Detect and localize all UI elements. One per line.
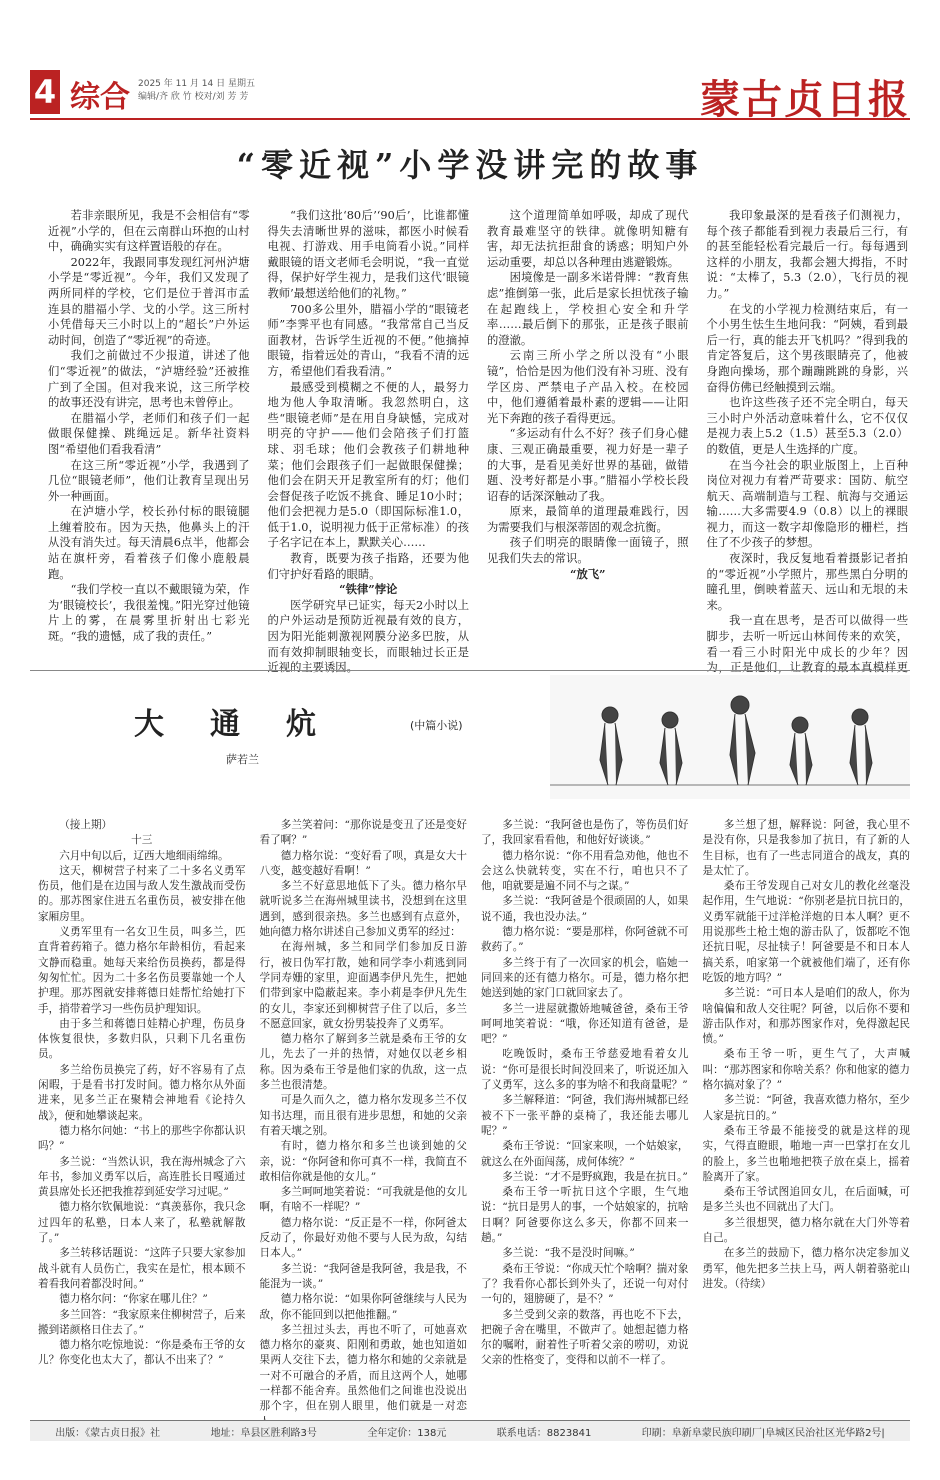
article-paragraph: 孩子们明亮的眼睛像一面镜子，照见我们失去的常识。	[487, 536, 689, 566]
novel-paragraph: 桑布王爷说：“回家来呗，一个姑娘家，就这么在外面闯荡，成何体统？”	[481, 1140, 689, 1168]
article-paragraph: “多运动有什么不好？孩子们身心健康、三观正确最重要，视力好是一辈子的大事，是看见美好世界的基础，做错题、没考好都是小事。”腊福小学校长段诏春的话深深触动了我。	[487, 427, 689, 503]
novel-paragraph: 桑布王爷说：“你成天忙个啥啊？揣对象了？我看你心都长到外头了，还说一句对付一句的，翅膀硬了，是不？”	[481, 1262, 689, 1306]
novel-tag: (中篇小说)	[410, 719, 463, 732]
article-paragraph: 困境像是一副多米诺骨牌：“教育焦虑”推倒第一张，此后是家长担忧孩子输在起跑线上，学校担心安全和升学率……最后倒下的那张，正是孩子眼前的澄澈。	[487, 271, 689, 347]
novel-illustration	[550, 675, 910, 799]
issue-meta	[138, 78, 255, 104]
publisher: 出版：《蒙古贞日报》社	[55, 1427, 161, 1439]
novel-paragraph: 德力格尔说：“要是那样，你阿爸就不可救药了。”	[481, 926, 689, 954]
price: 全年定价：138元	[367, 1427, 447, 1439]
novel-header	[30, 670, 910, 811]
article-paragraph: 在腊福小学，老师们和孩子们一起做眼保健操、跳绳远足。新华社资料图“希望他们看我看清”	[48, 411, 250, 456]
novel-paragraph: 由于多兰和蒋德日娃精心护理，伤员身体恢复很快，多数归队，只剩下几名重伤员。	[38, 1017, 246, 1061]
novel-paragraph: 多兰转移话题说：“这阵子只要大家参加战斗就有人员伤亡，我实在是忙，根本顾不着看我问着都没时间。”	[38, 1247, 246, 1290]
article-column	[48, 208, 250, 648]
novel-paragraph: 多兰不好意思地低下了头。德力格尔早就听说多兰在海州城里读书，没想到在这里遇到，感到很亲热。多兰也感到有点意外，她向德力格尔讲述自己参加义勇军的经过：	[259, 880, 467, 939]
article-paragraph: “我们学校一直以不戴眼镜为荣，作为‘眼镜校长’，我很羞愧。”阳光穿过他镜片上的雾，在晨雾里折射出七彩光斑。“我的遗憾，成了我的责任。”	[48, 583, 250, 644]
article-column	[267, 208, 470, 675]
novel-paragraph: 多兰说：“当然认识，我在海州城念了六年书，参加义勇军以后，高连胜长日嘎通过黄县席处长还把我推荐到延安学习过呢。”	[38, 1155, 246, 1199]
novel-paragraph: 德力格尔说：“变好看了呗，真是女大十八变，越变越好看啊！”	[259, 849, 467, 877]
novel-paragraph: 德力格尔钦佩地说：“真羡慕你，我只念过四年的私塾，日本人来了，私塾就解散了。”	[38, 1201, 246, 1245]
novel-paragraph: 德力格尔问她：“书上的那些字你都认识吗？”	[38, 1124, 246, 1153]
novel-paragraph: 多兰解释道：“阿爸，我们海州城都已经被不下一张平静的桌椅了，我还能去哪儿呢？”	[481, 1094, 689, 1137]
article-body	[48, 208, 908, 675]
novel-paragraph: 多兰终于有了一次回家的机会，临她一同回来的还有德力格尔。可是，德力格尔把她送到她的家门口就回家去了。	[481, 956, 689, 1000]
article-paragraph: 我一直在思考，是否可以做得一些脚步，去听一听远山林间传来的欢笑，看一看三小时阳光中成长的少年？因为，正是他们，让教育的最本真模样更	[706, 614, 908, 675]
article-paragraph: 夜深时，我反复地看着摄影记者拍的“零近视”小学照片，那些黑白分明的瞳孔里，倒映着蓝天、远山和无垠的未来。	[706, 552, 908, 612]
issue-date: 2025 年 11 月 14 日 星期五	[138, 79, 255, 89]
article-paragraph: 也许这些孩子还不完全明白，每天三小时户外活动意味着什么，它不仅仅是视力表上5.2（1.5）甚至5.3（2.0）的数值，更是人生选择的广度。	[706, 396, 908, 456]
novel-paragraph: 多兰说：“我阿爸是我阿爸，我是我，不能混为一谈。”	[259, 1262, 467, 1290]
novel-paragraph: 多兰呵呵地笑着说：“可我就是他的女儿啊，有啥不一样呢？”	[259, 1186, 467, 1214]
editors: 编辑/齐 欣 竹 校对/刘 芳 芳	[138, 92, 249, 102]
article-column	[706, 208, 909, 675]
novel-paragraph: 多兰给伤员换完了药，好不容易有了点闲暇，于是看书打发时间。德力格尔从外面进来，见多兰正在聚精会神地看《论持久战》，便和她攀谈起来。	[38, 1063, 246, 1122]
printer: 印刷：阜新阜蒙民族印刷厂|阜城区民治社区光华路2号|	[641, 1427, 885, 1439]
article-paragraph: 若非亲眼所见，我是不会相信有“零近视”小学的，但在云南群山环抱的山村中，确确实实有这样置语般的存在。	[48, 209, 250, 254]
novel-paragraph: 多兰想了想，解释说：阿爸，我心里不是没有你，只是我参加了抗日，有了新的人生目标，也有了一些志同道合的战友，真的是太忙了。	[702, 819, 910, 877]
chapter-number: 十三	[131, 834, 153, 847]
address: 地址：阜县区胜利路3号	[210, 1427, 317, 1439]
novel-paragraph: 有时，德力格尔和多兰也谈到她的父亲，说：“你阿爸和你可真不一样，我简直不敢相信你就是他的女儿。”	[259, 1140, 467, 1183]
article-paragraph: “我们这批‘80后’‘90后’，比谁都懂得失去清晰世界的滋味，都医小时候看电视、打游戏、用手电筒看小说。”同样戴眼镜的语文老师毛会明说，“我一直觉得，保护好学生视力，是我们这代‘眼镜教师’最想送给他们的礼物。”	[267, 209, 469, 300]
novel-paragraph: 多兰一进屋就撒娇地喊爸爸，桑布王爷呵呵地笑着说：“哦，你还知道有爸爸，是吧？”	[481, 1002, 689, 1046]
novel-paragraph: 多兰说：“我阿爸是个很顽固的人，如果说不通，我也没办法。”	[481, 895, 689, 923]
novel-paragraph: 六月中旬以后，辽西大地细雨绵绵。	[59, 849, 229, 862]
article-paragraph: 700多公里外，腊福小学的“眼镜老师”李霁平也有同感。“我常常自己当反面教材，告诉学生近视的不便。”他摘掉眼镜，指着远处的青山，“我看不清的远方，希望他们看我看清。”	[267, 302, 469, 378]
article-paragraph: 原来，最简单的道理最难践行，因为需要我们与根深蒂固的观念抗衡。	[487, 505, 689, 534]
novel-paragraph: 桑布王爷一听抗日这个字眼，生气地说：“抗日是男人的事，一个姑娘家的，抗啥日啊？阿爸要你这么多天，你都不回来一趟。”	[481, 1186, 689, 1245]
article-paragraph: 教育，既要为孩子指路，还要为他们守护好看路的眼睛。	[267, 552, 469, 581]
article-paragraph: 最感受到模糊之不便的人，最努力地为他人争取清晰。我忽然明白，这些“眼镜老师”是在用自身缺憾，完成对明亮的守护——他们会陪孩子们打篮球、羽毛球；他们会教孩子们耕地种菜；他们会跟孩子们一起做眼保健操；他们会在阴天开足教室所有的灯；他们会督促孩子吃饭不挑食、睡足10小时；他们会把视力是5.0（即国际标准1.0，低于1.0，说明视力低于正常标准）的孩子名字记在本上，默默关心……	[267, 380, 469, 550]
novel-paragraph: 多兰说：“阿爸，我喜欢德力格尔，至少人家是抗日的。”	[702, 1094, 910, 1122]
article-paragraph: 2022年，我跟同事发现红河州泸塘小学是“零近视”。今年，我们又发现了两所同样的学校，它们是位于普洱市孟连县的腊福小学、戈的小学。这三所村小凭借每天三小时以上的“超长”户外运动时间，创造了“零近视”的奇迹。	[48, 255, 250, 347]
phone: 联系电话：8823841	[496, 1427, 592, 1439]
novel-paragraph: 这天，柳树营子村来了二十多名义勇军伤员，他们是在边国与敌人发生激战而受伤的。那苏图家住进五名重伤员，被安排在他家厢房里。	[38, 864, 246, 923]
novel-paragraph: 德力格尔吃惊地说：“你是桑布王爷的女儿？你变化也太大了，都认不出来了？”	[38, 1339, 246, 1367]
article-subheading: “铁律”悖论	[339, 582, 398, 597]
novel-paragraph: 多兰笑着问：“那你说是变丑了还是变好看了啊？”	[259, 819, 467, 847]
page-header	[30, 70, 910, 123]
novel-paragraph: 义勇军里有一名女卫生员，叫多兰，匹直背着药箱子。德力格尔年龄相仿，看起来文静而稳重。她每天来给伤员换药，都是得匆匆忙忙。因为二十多名伤员要靠她一个人护理。那苏图就安排蒋德日娃帮忙给她打下手，捎带着学习一些伤员护理知识。	[38, 926, 246, 1015]
section-title: 综合	[70, 80, 130, 115]
article-paragraph: 云南三所小学之所以没有“小眼镜”，恰恰是因为他们没有补习班、没有学区房、严禁电子产品入校。在校园中，他们遵循着最朴素的逻辑——让阳光下奔跑的孩子看得更远。	[487, 349, 689, 425]
article-paragraph: 我印象最深的是看孩子们测视力，每个孩子都能看到视力表最后三行，有的甚至能轻松看完最后一行。每每遇到这样的小朋友，我都会翘大拇指，不时说：“太棒了，5.3（2.0），飞行员的视力。”	[706, 209, 908, 300]
novel-paragraph: 德力格尔说：“你不用看急劝他，他也不会这么快就转变，实在不行，咱也只不了他，咱就要是遍不同不与之谋。”	[481, 849, 689, 893]
article-title: “零近视”小学没讲完的故事	[236, 146, 704, 184]
novel-paragraph: 在多兰的鼓励下，德力格尔决定参加义勇军，他先把多兰扶上马，两人朝着骆驼山进发。（待续）	[702, 1247, 910, 1290]
novel-column	[481, 818, 689, 1408]
novel-paragraph: 多兰说：“才不是野疯跑，我是在抗日。”	[502, 1170, 688, 1183]
novel-paragraph: 多兰说：“我不是没时间嘛。”	[502, 1247, 635, 1260]
novel-paragraph: 可是久而久之，德力格尔发现多兰不仅知书达理，而且很有进步思想，和她的父亲有着天壤之别。	[259, 1094, 467, 1137]
novel-column	[259, 818, 468, 1413]
novel-column	[703, 818, 911, 1408]
novel-paragraph: 桑布王爷最不能接受的就是这样的现实，气得直瞪眼，啪地一声一巴掌打在女儿的脸上，多兰也啪地把筷子放在桌上，摇着脸离开了家。	[702, 1124, 910, 1183]
novel-title: 大通炕	[134, 707, 362, 742]
novel-paragraph: 桑布王爷一听，更生气了，大声喊叫：“那苏图家和你啥关系？你和他家的德力格尔搞对象了？”	[702, 1048, 910, 1092]
novel-paragraph: 德力格尔说：“如果你阿爸继续与人民为敌，你不能回到以把他推翻。”	[259, 1293, 467, 1321]
novel-paragraph: 桑布王爷试图追回女儿，在后面喊，可是多兰头也不回就出了大门。	[702, 1186, 910, 1214]
novel-paragraph: 桑布王爷发现自己对女儿的教化丝毫没起作用，生气地说：“你别老是抗日抗日的，义勇军就能干过洋枪洋炮的日本人啊？更不用说那些土枪土炮的游击队了，饭都吃不饱还抗日呢，尽扯犊子！阿爸要是不和日本人搞关系，咱家第一个就被他们端了，还有你吃饭的地方吗？”	[702, 880, 910, 984]
novel-paragraph: 多兰说：“我阿爸也是伤了，等伤员们好了，我回家看看他，和他好好谈谈。”	[481, 819, 689, 847]
novel-paragraph: 德力格尔问：“你家在哪儿住？”	[59, 1293, 208, 1306]
article-paragraph: 在当今社会的职业版图上，上百种岗位对视力有着严苛要求：国防、航空航天、高端制造与工程、航海与交通运输……大多需要4.9（0.8）以上的裸眼视力，而这一数字却像隐形的栅栏，挡住了不少孩子的梦想。	[706, 458, 908, 550]
article-paragraph: 在泸塘小学，校长孙付标的眼镜腿上缠着胶布。因为天热，他鼻头上的汗从没有消失过。每天清晨6点半，他都会站在旗杆旁，看着孩子们像小鹿般晨跑。	[48, 505, 250, 581]
page-number: 4	[30, 70, 60, 114]
page-footer	[30, 1420, 910, 1441]
article-paragraph: 医学研究早已证实，每天2小时以上的户外运动是预防近视最有效的良方，因为阳光能刺激视网膜分泌多巴胺，从而有效抑制眼轴变长，而眼轴过长正是近视的主要诱因。	[267, 598, 469, 675]
novel-paragraph: 多兰扭过头去，再也不听了，可她喜欢德力格尔的豪爽、阳刚和勇敢，她也知道如果两人交往下去，德力格尔和她的父亲就是一对不可融合的矛盾，而且这两个人，她哪一样都不能舍弃。虽然他们之间谁也没说出那个字，但在别人眼里，他们就是一对恋	[259, 1323, 467, 1413]
novel-column	[38, 818, 246, 1408]
novel-paragraph: 多兰回答：“我家原来住柳树营子，后来搬到诺颜格日住去了。”	[38, 1308, 246, 1336]
article-paragraph: 我们之前做过不少报道，讲述了他们“零近视”的做法，“泸塘经验”还被推广到了全国。但对我来说，这三所学校的故事还没有讲完，思考也未曾停止。	[48, 349, 250, 410]
article-paragraph: 在这三所“零近视”小学，我遇到了几位“眼镜老师”，他们让教育呈现出另外一种画面。	[48, 458, 250, 503]
novel-body	[38, 818, 910, 1413]
article-paragraph: 在戈的小学视力检测结束后，有一个小男生怯生生地问我：“阿姨，看到最后一行，真的能去开飞机吗？”得到我的肯定答复后，这个男孩眼睛亮了，他被身跑向操场，那个蹦蹦跳跳的身影，兴奋得仿佛已经触摸到云端。	[706, 302, 908, 394]
article-paragraph: 这个道理简单如呼吸，却成了现代教育最难坚守的铁律。就像明知糖有害，却无法抗拒甜食的诱惑；明知户外运动重要，却总以各种理由逃避锻炼。	[487, 209, 689, 269]
novel-author: 萨若兰	[226, 753, 259, 766]
novel-paragraph: 在海州城，多兰和同学们参加反日游行，被日伪军打散，她和同学李小莉逃到同学同寿姗的家里，迎面遇李伊凡先生，把她们带到家中隐蔽起来。李小莉是李伊凡先生的女儿，李家还到柳树营子住了以后，多兰不愿意回家，就女扮男装投奔了义勇军。	[259, 941, 467, 1030]
novel-paragraph: 多兰很想哭，德力格尔就在大门外等着自己。	[702, 1216, 910, 1245]
novel-paragraph: （接上期）	[59, 819, 113, 831]
novel-paragraph: 德力格尔了解到多兰就是桑布王爷的女儿，先去了一并的热情，对她仅以老乡相称。因为桑布王爷是他们家的仇敌，这一点多兰也很清楚。	[259, 1033, 467, 1092]
article-column	[487, 208, 689, 648]
novel-paragraph: 德力格尔说：“反正是不一样，你阿爸太反动了，你最好劝他不要与人民为敌，勾结日本人。”	[259, 1216, 467, 1260]
novel-paragraph: 多兰受到父亲的数落，再也吃不下去，把碗子舍在嘴里，不做声了。她想起德力格尔的嘱咐，耐着性子听着父亲的唠叨，劝说父亲的性格变了，变得和以前不一样了。	[481, 1308, 689, 1367]
article-subheading: “放飞”	[569, 566, 606, 581]
novel-paragraph: 吃晚饭时，桑布王爷慈爱地看着女儿说：“你可是很长时间没回来了，听说还加入了义勇军，这么多的事为啥不和我商量呢？”	[481, 1048, 689, 1092]
novel-paragraph: 多兰说：“可日本人是咱们的敌人，你为啥偏偏和敌人交往呢？阿爸，以后你不要和游击队作对，和那苏图家作对，免得激起民愤。”	[702, 987, 910, 1046]
masthead: 蒙古贞日报	[700, 76, 910, 123]
